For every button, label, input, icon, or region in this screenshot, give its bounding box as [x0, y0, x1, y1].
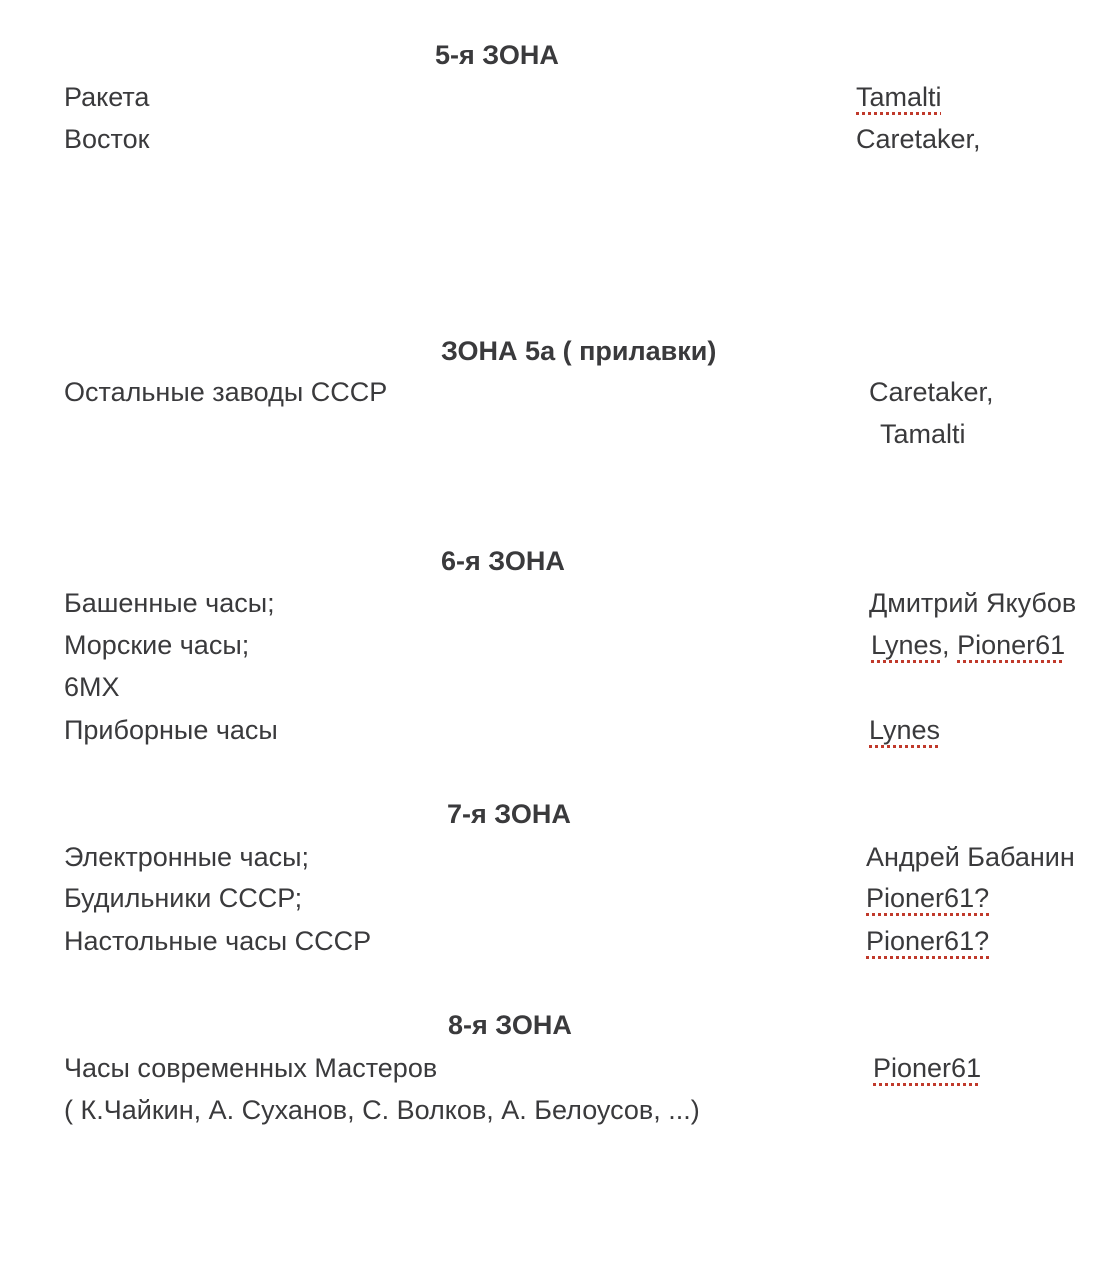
zone8-item-modern-masters: Часы современных Мастеров: [64, 1053, 438, 1083]
zone6-item-marine-clocks: Морские часы;: [64, 630, 250, 660]
zone6-item-tower-clocks: Башенные часы;: [64, 588, 275, 618]
zone5-heading: 5-я ЗОНА: [435, 40, 559, 70]
zone6-person-3: Lynes: [869, 715, 941, 745]
zone7-item-electronic-clocks: Электронные часы;: [64, 842, 310, 872]
zone5-item-raketa: Ракета: [64, 82, 150, 112]
zone6-person-separator: ,: [942, 630, 950, 660]
zone6-person-1: Дмитрий Якубов: [869, 588, 1077, 618]
zone7-heading: 7-я ЗОНА: [447, 799, 571, 829]
zone8-person-1: Pioner61: [873, 1053, 982, 1083]
zone6-person-lynes: Lynes: [871, 630, 943, 660]
zone7-item-alarm-clocks: Будильники СССР;: [64, 883, 303, 913]
zone5-item-vostok: Восток: [64, 124, 150, 154]
zone5a-heading: ЗОНА 5а ( прилавки): [441, 336, 717, 366]
zone7-item-table-clocks: Настольные часы СССР: [64, 926, 372, 956]
zone5a-person-2: Tamalti: [880, 419, 966, 449]
zone6-item-instrument-clocks: Приборные часы: [64, 715, 278, 745]
zone5-person-2: Caretaker,: [856, 124, 981, 154]
zone6-heading: 6-я ЗОНА: [441, 546, 565, 576]
zone5a-person-1: Caretaker,: [869, 377, 994, 407]
zone7-person-2: Pioner61?: [866, 883, 990, 913]
zone7-person-1: Андрей Бабанин: [866, 842, 1075, 872]
zone8-heading: 8-я ЗОНА: [448, 1010, 572, 1040]
zone5-person-1: Tamalti: [856, 82, 942, 112]
zone6-person-pioner61: Pioner61: [957, 630, 1066, 660]
zone6-person-2-line: [871, 628, 1065, 662]
zone7-person-3: Pioner61?: [866, 926, 990, 956]
zone6-item-6mx: 6МХ: [64, 672, 120, 702]
zone5a-item-factories: Остальные заводы СССР: [64, 377, 388, 407]
zone8-item-masters-list: ( К.Чайкин, А. Суханов, С. Волков, А. Белоусов, ...): [64, 1095, 700, 1125]
